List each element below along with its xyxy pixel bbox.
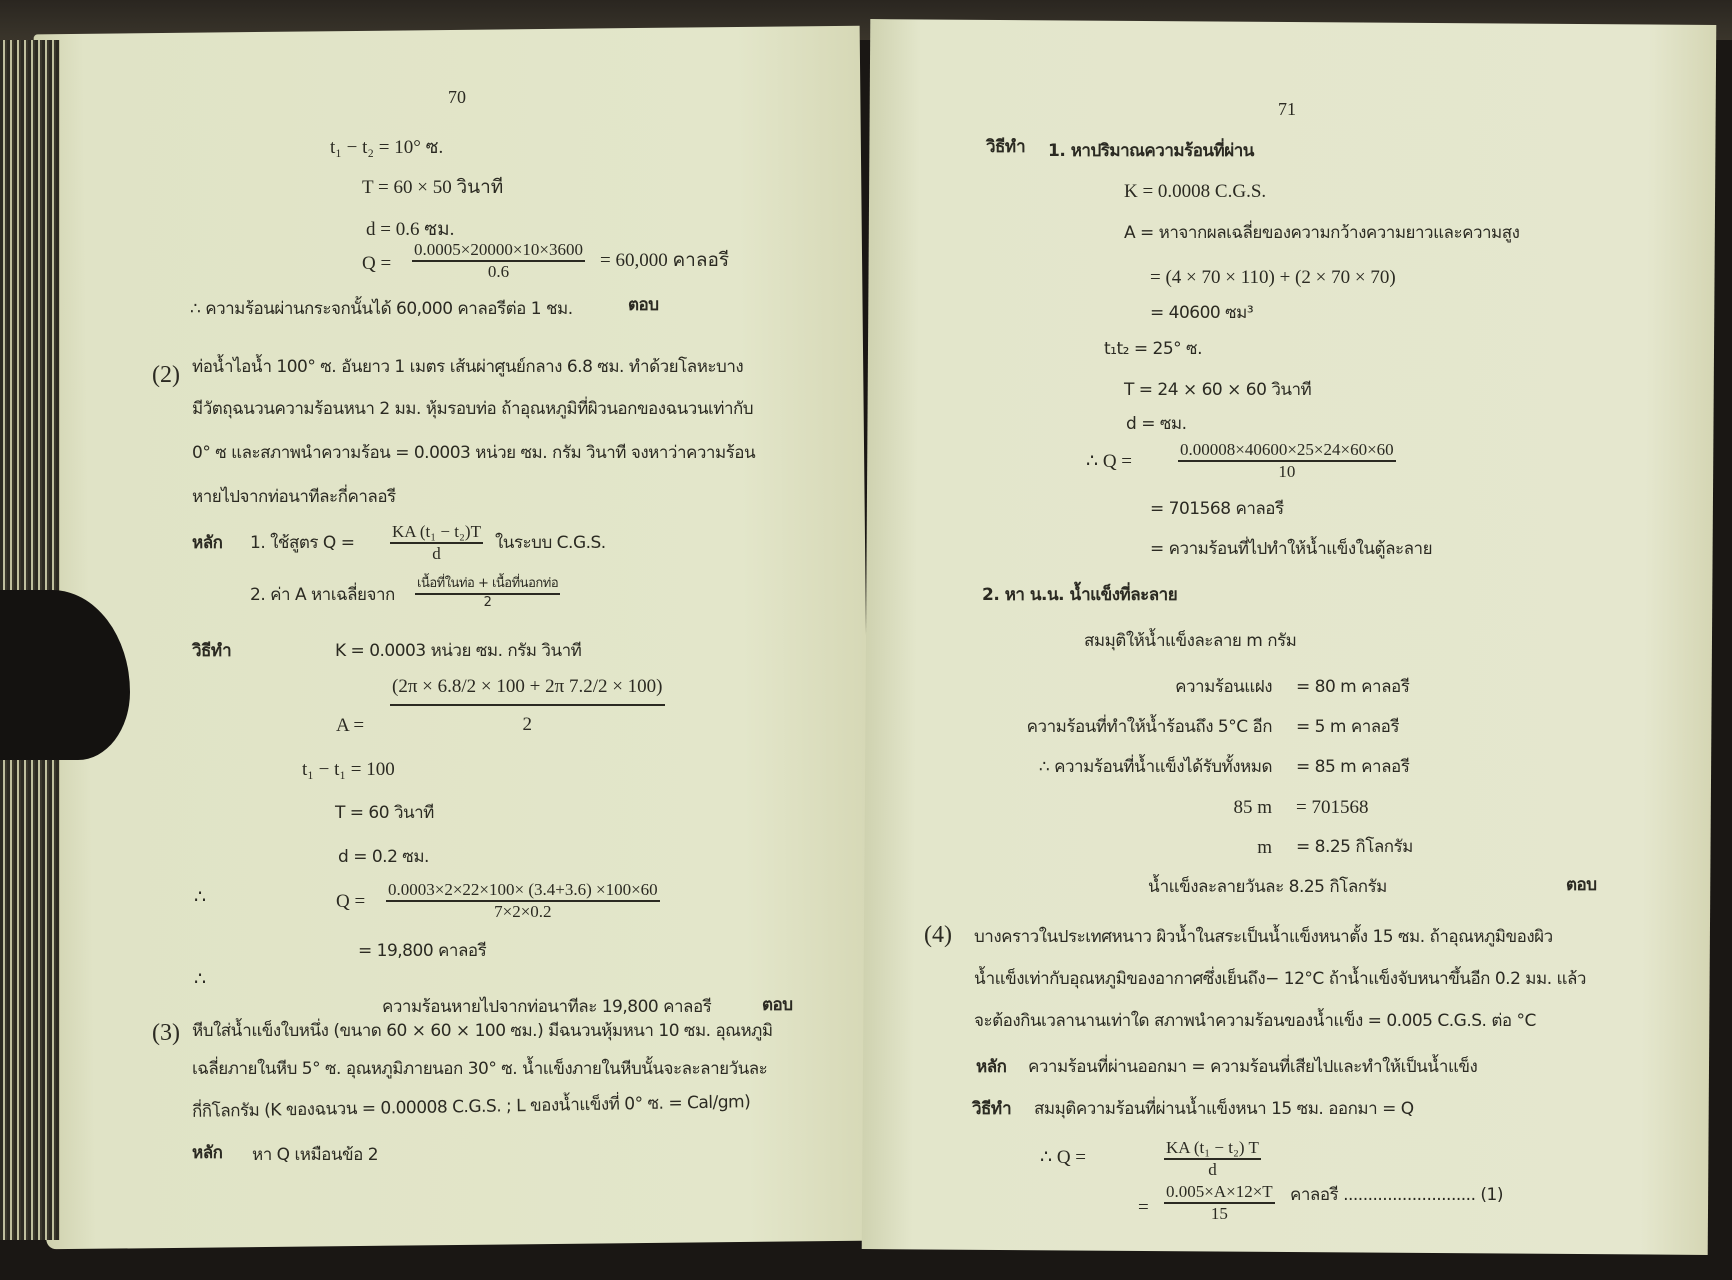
answer-label: ตอบ — [762, 995, 793, 1015]
numerator: 0.0005×20000×10×3600 — [412, 240, 585, 262]
equation-line: d = 0.6 ซม. — [366, 219, 455, 240]
equation-line: = 701568 คาลอรี — [1150, 499, 1284, 519]
denominator: d — [1208, 1160, 1217, 1179]
equation-lhs: Q = — [336, 891, 366, 912]
numerator: (2π × 6.8/2 × 100 + 2π 7.2/2 × 100) — [390, 676, 665, 706]
row-value: = 8.25 กิโลกรัม — [1296, 837, 1413, 857]
problem-text: เฉลี่ยภายในหีบ 5° ซ. อุณหภูมิภายนอก 30° ซ. น้ำแข็งภายในหีบนั้นจะละลายวันละ — [192, 1059, 768, 1079]
assumption-line: สมมุติให้น้ำแข็งละลาย m กรัม — [1084, 631, 1297, 651]
equation-line: T = 60 × 50 วินาที — [362, 177, 504, 198]
row-label: ความร้อนที่ทำให้น้ำร้อนถึง 5°C อีก — [1026, 717, 1272, 737]
method-label: วิธีทำ — [192, 641, 232, 661]
problem-text: ท่อน้ำไอน้ำ 100° ซ. อันยาว 1 เมตร เส้นผ่าศูนย์กลาง 6.8 ซม. ทำด้วยโลหะบาง — [192, 357, 744, 377]
problem-text: กี่กิโลกรัม (K ของฉนวน = 0.00008 C.G.S. ; L ของน้ำแข็งที่ 0° ซ. = Cal/gm) — [191, 1092, 751, 1122]
equation-line: = (4 × 70 × 110) + (2 × 70 × 70) — [1150, 267, 1396, 288]
equation-lhs: = — [1138, 1197, 1149, 1218]
therefore-symbol: ∴ — [194, 887, 207, 908]
row-value: = 5 m คาลอรี — [1296, 717, 1400, 737]
equation-line: d = 0.2 ซม. — [338, 847, 429, 867]
page-number: 71 — [1278, 99, 1296, 119]
therefore-symbol: ∴ — [194, 969, 207, 990]
equation-line: t₁t₂ = 25° ซ. — [1104, 339, 1202, 359]
problem-text: จะต้องกินเวลานานเท่าใด สภาพนำความร้อนของน้ำแข็ง = 0.005 C.G.S. ต่อ °C — [974, 1011, 1536, 1031]
principle-line: 1. ใช้สูตร Q = — [250, 533, 355, 553]
principle-line: ความร้อนที่ผ่านออกมา = ความร้อนที่เสียไปและทำให้เป็นน้ำแข็ง — [1028, 1057, 1478, 1077]
problem-text: 0° ซ และสภาพนำความร้อน = 0.0003 หน่วย ซม. กรัม วินาที จงหาว่าความร้อน — [192, 443, 756, 463]
principle-line: หา Q เหมือนข้อ 2 — [252, 1145, 379, 1165]
method-line: สมมุติความร้อนที่ผ่านน้ำแข็งหนา 15 ซม. ออกมา = Q — [1034, 1099, 1414, 1119]
equation-line: = ความร้อนที่ไปทำให้น้ำแข็งในตู้ละลาย — [1150, 539, 1433, 559]
method-label: วิธีทำ — [972, 1099, 1012, 1119]
equation-line: K = 0.0008 C.G.S. — [1124, 181, 1267, 202]
problem-text: บางคราวในประเทศหนาว ผิวน้ำในสระเป็นน้ำแข็งหนาตั้ง 15 ซม. ถ้าอุณหภูมิของผิว — [974, 927, 1553, 947]
equation-line: t₁ − t₂ = 10° ซ. — [330, 137, 444, 158]
equation-line: T = 24 × 60 × 60 วินาที — [1124, 380, 1312, 400]
problem-text: มีวัตถุฉนวนความร้อนหนา 2 มม. หุ้มรอบท่อ ถ้าอุณหภูมิที่ผิวนอกของฉนวนเท่ากับ — [192, 399, 754, 419]
equation-lhs: Q = — [362, 253, 392, 274]
result-line: ∴ ความร้อนผ่านกระจกนั้นได้ 60,000 คาลอรีต่อ 1 ชม. — [190, 299, 573, 319]
problem-number: (3) — [152, 1020, 180, 1046]
fraction — [1164, 1138, 1261, 1180]
row-label: 85 m — [1233, 797, 1272, 818]
method-label: วิธีทำ — [986, 137, 1026, 157]
conclusion-line: น้ำแข็งละลายวันละ 8.25 กิโลกรัม — [1148, 877, 1387, 897]
denominator: 15 — [1210, 1204, 1228, 1223]
row-label: m — [1257, 837, 1272, 858]
problem-text: น้ำแข็งเท่ากับอุณหภูมิของอากาศซึ่งเย็นถึง− 12°C ถ้าน้ำแข็งจับหนาขึ้นอีก 0.2 มม. แล้ว — [974, 969, 1586, 989]
answer-label: ตอบ — [628, 295, 659, 315]
row-label: ความร้อนแฝง — [1175, 677, 1272, 697]
fraction — [390, 522, 483, 564]
page-number: 70 — [448, 87, 466, 107]
denominator: 7×2×0.2 — [494, 902, 552, 921]
problem-number: (4) — [924, 922, 952, 948]
equation-lhs: A = — [336, 715, 365, 736]
equation-line: d = ซม. — [1126, 414, 1187, 434]
equation-lhs: ∴ Q = — [1086, 451, 1133, 472]
problem-number: (2) — [152, 362, 180, 388]
problem-text: หีบใส่น้ำแข็งใบหนึ่ง (ขนาด 60 × 60 × 100 ซม.) มีฉนวนหุ้มหนา 10 ซม. อุณหภูมิ — [192, 1021, 773, 1041]
step-heading: 1. หาปริมาณความร้อนที่ผ่าน — [1048, 141, 1254, 161]
denominator: 10 — [1278, 462, 1296, 481]
numerator: 0.00008×40600×25×24×60×60 — [1178, 440, 1396, 462]
principle-label: หลัก — [192, 1143, 223, 1163]
answer-label: ตอบ — [1566, 875, 1597, 895]
row-value: = 701568 — [1296, 797, 1369, 818]
fraction — [390, 676, 665, 736]
fraction — [1164, 1182, 1275, 1224]
row-value: = 80 m คาลอรี — [1296, 677, 1410, 697]
equation-line: T = 60 วินาที — [335, 803, 434, 823]
principle-line: 2. ค่า A หาเฉลี่ยจาก — [250, 585, 395, 605]
numerator: KA (t₁ − t₂)T — [390, 522, 483, 544]
denominator: d — [432, 544, 441, 563]
equation-lhs: ∴ Q = — [1040, 1147, 1087, 1168]
problem-text: หายไปจากท่อนาทีละกี่คาลอรี — [192, 487, 396, 507]
fraction — [1178, 440, 1396, 482]
principle-suffix: ในระบบ C.G.S. — [495, 533, 606, 553]
denominator: 0.6 — [487, 262, 510, 281]
equation-line: = 19,800 คาลอรี — [358, 941, 487, 961]
step-heading: 2. หา น.น. น้ำแข็งที่ละลาย — [982, 585, 1178, 605]
fraction — [386, 880, 660, 922]
equation-line: A = หาจากผลเฉลี่ยของความกว้างความยาวและความสูง — [1124, 223, 1520, 243]
fraction — [415, 572, 560, 610]
equation-line: t₁ − t₁ = 100 — [302, 759, 395, 780]
conclusion-line: ความร้อนหายไปจากท่อนาทีละ 19,800 คาลอรี — [382, 997, 712, 1017]
numerator: 0.0003×2×22×100× (3.4+3.6) ×100×60 — [386, 880, 660, 902]
equation-line: K = 0.0003 หน่วย ซม. กรัม วินาที — [335, 641, 582, 661]
numerator: KA (t₁ − t₂) T — [1164, 1138, 1261, 1160]
row-value: = 85 m คาลอรี — [1296, 757, 1410, 777]
numerator: เนื้อที่ในท่อ + เนื้อที่นอกท่อ — [415, 572, 560, 595]
principle-label: หลัก — [192, 533, 223, 553]
principle-label: หลัก — [976, 1057, 1007, 1077]
equation-rhs: = 60,000 คาลอรี — [600, 250, 730, 271]
fraction — [412, 240, 585, 282]
denominator: 2 — [483, 595, 492, 610]
row-label: ∴ ความร้อนที่น้ำแข็งได้รับทั้งหมด — [1038, 757, 1272, 777]
equation-suffix: คาลอรี ........................... (1) — [1290, 1185, 1503, 1205]
numerator: 0.005×A×12×T — [1164, 1182, 1275, 1204]
denominator: 2 — [522, 714, 532, 735]
equation-line: = 40600 ซม³ — [1150, 303, 1254, 323]
